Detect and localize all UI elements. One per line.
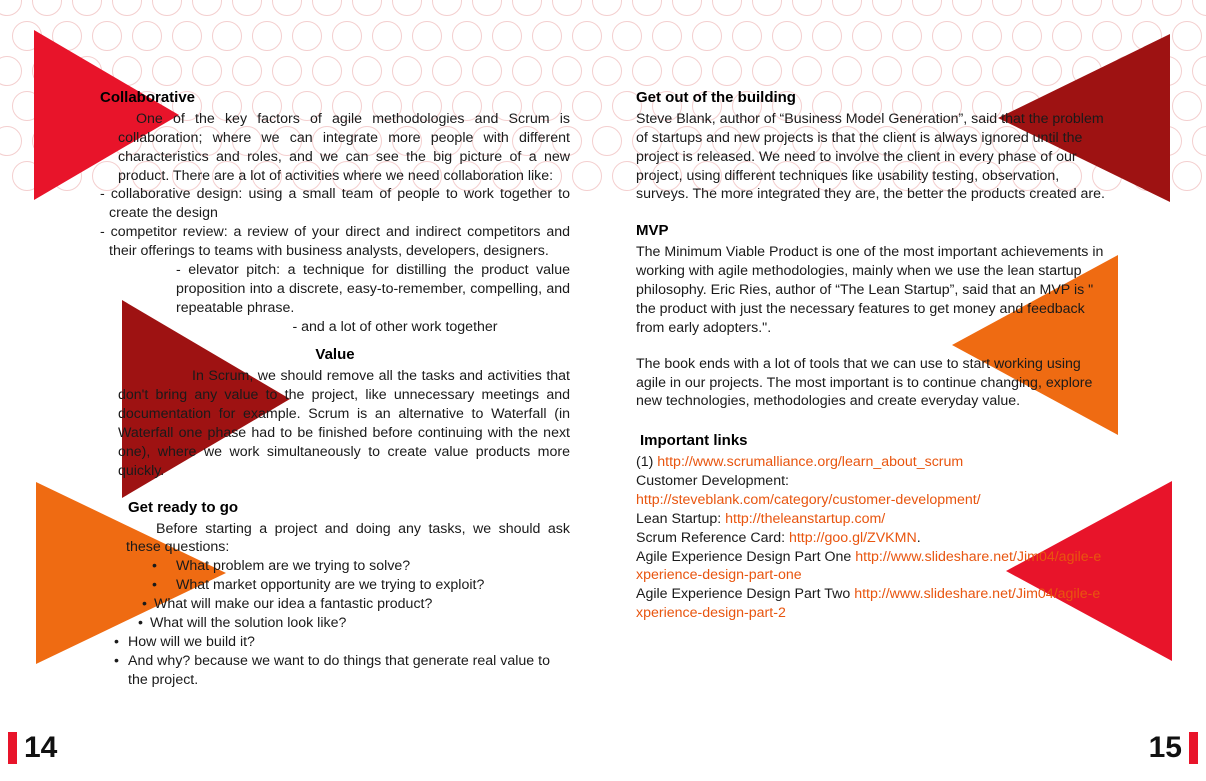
dot-shape [1132,161,1162,191]
page-number-left [8,731,57,765]
collaborative-paragraph: One of the key factors of agile methodologies and Scrum is collaboration; where we can integrate more people with different characteristics and roles, and we can see the big picture of a new product. There are a lot of activities where we need collaboration like: [118,110,570,184]
heading-collaborative: Collaborative [100,89,196,106]
dot-shape [312,0,342,16]
dot-shape [332,21,362,51]
dot-shape [992,56,1022,86]
link-label: Customer Development: [636,473,789,490]
dot-shape [1092,21,1122,51]
external-link[interactable]: http://goo.gl/ZVKMN [788,529,917,546]
question-item: • What problem are we trying to solve? [152,558,411,575]
dot-shape [672,0,702,16]
dot-shape [952,56,982,86]
left-text-column [100,88,570,689]
dot-shape [152,0,182,16]
dot-shape [752,0,782,16]
dot-shape [32,126,62,156]
dot-shape [632,0,662,16]
dot-shape [1172,21,1202,51]
dot-shape [772,21,802,51]
question-item: • What will make our idea a fantastic product? [142,596,433,613]
dot-shape [532,21,562,51]
dot-shape [712,0,742,16]
dot-shape [112,0,142,16]
dot-shape [632,56,662,86]
dot-shape [312,56,342,86]
dot-shape [972,21,1002,51]
dot-shape [1032,56,1062,86]
dot-shape [112,56,142,86]
list-item: • How will we build it? [114,633,255,650]
link-label: Lean Startup: [636,510,726,527]
mvp-paragraph-1: The Minimum Viable Product is one of the most important achievements in working with agile methodologies, mainly when we use the lean startup philosophy. Eric Ries, author of “The Lean Startup”, said that an MVP is " the product with just the necessary features to get money and feedback from early adopters.". [636,244,1104,336]
dot-shape [192,0,222,16]
dot-shape [372,21,402,51]
dot-shape [1152,0,1182,16]
important-link-row [636,585,1106,623]
dot-shape [872,56,902,86]
dot-shape [1072,56,1102,86]
bullet-icon: • [152,577,157,594]
dot-shape [512,56,542,86]
external-link[interactable]: http://theleanstartup.com/ [725,510,886,527]
dot-shape [1192,56,1206,86]
dot-shape [32,56,62,86]
important-link-row [636,510,1106,529]
external-link[interactable]: http://www.slideshare.net/Jim04/agile-experience-design-part-2 [636,586,1101,622]
link-label: Scrum Reference Card: [636,529,789,546]
dot-shape [792,56,822,86]
dot-shape [72,56,102,86]
dot-shape [612,21,642,51]
dot-shape [832,56,862,86]
right-text-column [636,88,1106,623]
dot-shape [592,126,622,156]
dot-shape [52,91,82,121]
dot-shape [172,21,202,51]
dot-shape [392,56,422,86]
dot-shape [1112,56,1142,86]
dot-shape [1172,91,1202,121]
dot-shape [1052,21,1082,51]
dot-shape [572,91,602,121]
dot-shape [12,91,42,121]
dot-shape [152,56,182,86]
dot-shape [672,56,702,86]
dot-shape [432,0,462,16]
dot-shape [1192,126,1206,156]
bullet-icon: • [138,614,143,631]
dot-shape [1032,0,1062,16]
dot-shape [692,21,722,51]
dot-shape [512,0,542,16]
bullet-icon: • [114,633,119,650]
dot-shape [352,56,382,86]
dot-shape [1132,21,1162,51]
external-link[interactable]: http://www.scrumalliance.org/learn_about_scrum [657,454,964,471]
important-link-row [636,472,1106,491]
list-item: • And why? because we want to do things that generate real value to the project. [114,652,550,688]
dot-shape [72,126,102,156]
dot-shape [92,21,122,51]
dot-shape [452,21,482,51]
important-link-row [636,529,1106,548]
dot-shape [352,0,382,16]
dot-shape [752,56,782,86]
heading-get-out-of-the-building: Get out of the building [636,89,796,106]
dot-shape [932,21,962,51]
dot-shape [992,0,1022,16]
dot-shape [232,56,262,86]
dot-shape [212,21,242,51]
dot-shape [32,0,62,16]
dot-shape [132,21,162,51]
dot-shape [592,56,622,86]
question-item: • What market opportunity are we trying to exploit? [152,577,485,594]
get-ready-question-list [136,557,570,595]
bullet-icon: • [114,652,119,669]
dot-shape [192,56,222,86]
important-link-row [636,453,1106,472]
heading-mvp: MVP [636,222,669,240]
heading-get-ready-to-go: Get ready to go [128,498,239,516]
dot-shape [0,126,22,156]
external-link[interactable]: http://steveblank.com/category/customer-development/ [636,491,981,508]
dot-shape [12,21,42,51]
question-item: • What will the solution look like? [138,614,347,631]
important-links-list [636,453,1106,623]
dot-shape [572,21,602,51]
dot-shape [432,56,462,86]
dot-shape [232,0,262,16]
dot-shape [272,56,302,86]
dot-shape [572,161,602,191]
dot-shape [412,21,442,51]
dot-shape [472,0,502,16]
dot-shape [732,21,762,51]
collaborative-item-2: - competitor review: a review of your direct and indirect competitors and their offerings to teams with business analysts, developers, designers. [100,224,570,260]
page-bar-icon [1189,732,1198,764]
dot-shape [1012,21,1042,51]
get-ready-paragraph: Before starting a project and doing any tasks, we should ask these questions: [126,520,570,556]
dot-shape [52,161,82,191]
heading-value: Value [315,346,355,364]
dot-shape [892,21,922,51]
dot-shape [0,0,22,16]
dot-shape [492,21,522,51]
external-link[interactable]: http://www.slideshare.net/Jim04/agile-experience-design-part-one [636,548,1102,584]
page-number-right-label: 15 [1148,731,1182,764]
dot-shape [952,0,982,16]
dot-shape [252,21,282,51]
bullet-icon: • [142,596,147,613]
dot-shape [812,21,842,51]
dot-shape [712,56,742,86]
link-label: (1) [636,454,658,471]
dot-shape [792,0,822,16]
dot-shape [12,161,42,191]
dot-shape [1172,161,1202,191]
important-link-row [636,548,1106,586]
dot-shape [1112,126,1142,156]
dot-shape [1152,126,1182,156]
dot-shape [0,56,22,86]
dot-shape [1072,0,1102,16]
dot-shape [1132,91,1162,121]
page-number-right [1149,731,1198,765]
page-bar-icon [8,732,17,764]
collaborative-item-4: - and a lot of other work together [292,318,498,335]
dot-shape [832,0,862,16]
dot-shape [652,21,682,51]
dot-shape [1152,56,1182,86]
dot-shape [912,56,942,86]
dot-shape [852,21,882,51]
dot-shape [552,0,582,16]
dot-shape [552,56,582,86]
get-ready-bullet-list [108,633,570,690]
dot-shape [472,56,502,86]
dot-shape [272,0,302,16]
bullet-icon: • [152,558,157,575]
link-suffix: . [916,529,921,546]
dot-shape [1112,0,1142,16]
dot-shape [1192,0,1206,16]
mvp-paragraph-2: The book ends with a lot of tools that we can use to start working using agile in our projects. The most important is to continue changing, explore new technologies, methodologies and create everyday value. [636,355,1093,410]
dot-shape [52,21,82,51]
link-label: Agile Experience Design Part Two [636,586,855,603]
dot-shape [292,21,322,51]
dot-shape [872,0,902,16]
value-paragraph: In Scrum, we should remove all the tasks and activities that don't bring any value to the project, like unnecessary meetings and documentation for example. Scrum is an alternative to Waterfall (in Waterfall one phase had to be finished before continuing with the next one), where we work simultaneously to create value products more quickly. [118,368,570,479]
heading-important-links: Important links [640,432,748,450]
dot-shape [912,0,942,16]
dot-shape [392,0,422,16]
important-link-row [636,491,1106,510]
collaborative-item-3: - elevator pitch: a technique for distilling the product value proposition into a discrete, easy-to-remember, compelling, and repeatable phrase. [176,261,570,316]
dot-shape [72,0,102,16]
get-out-paragraph: Steve Blank, author of “Business Model Generation”, said that the problem of startups and new projects is that the client is always ignored until the project is released. We need to involve the client in every phase of our project, using different techniques like usability testing, observation, surveys. The more integrated they are, the better the products created are. [636,110,1105,203]
link-label: Agile Experience Design Part One [636,548,856,565]
page-number-left-label: 14 [24,731,58,764]
collaborative-item-1: - collaborative design: using a small team of people to work together to create the design [100,186,570,222]
dot-shape [592,0,622,16]
